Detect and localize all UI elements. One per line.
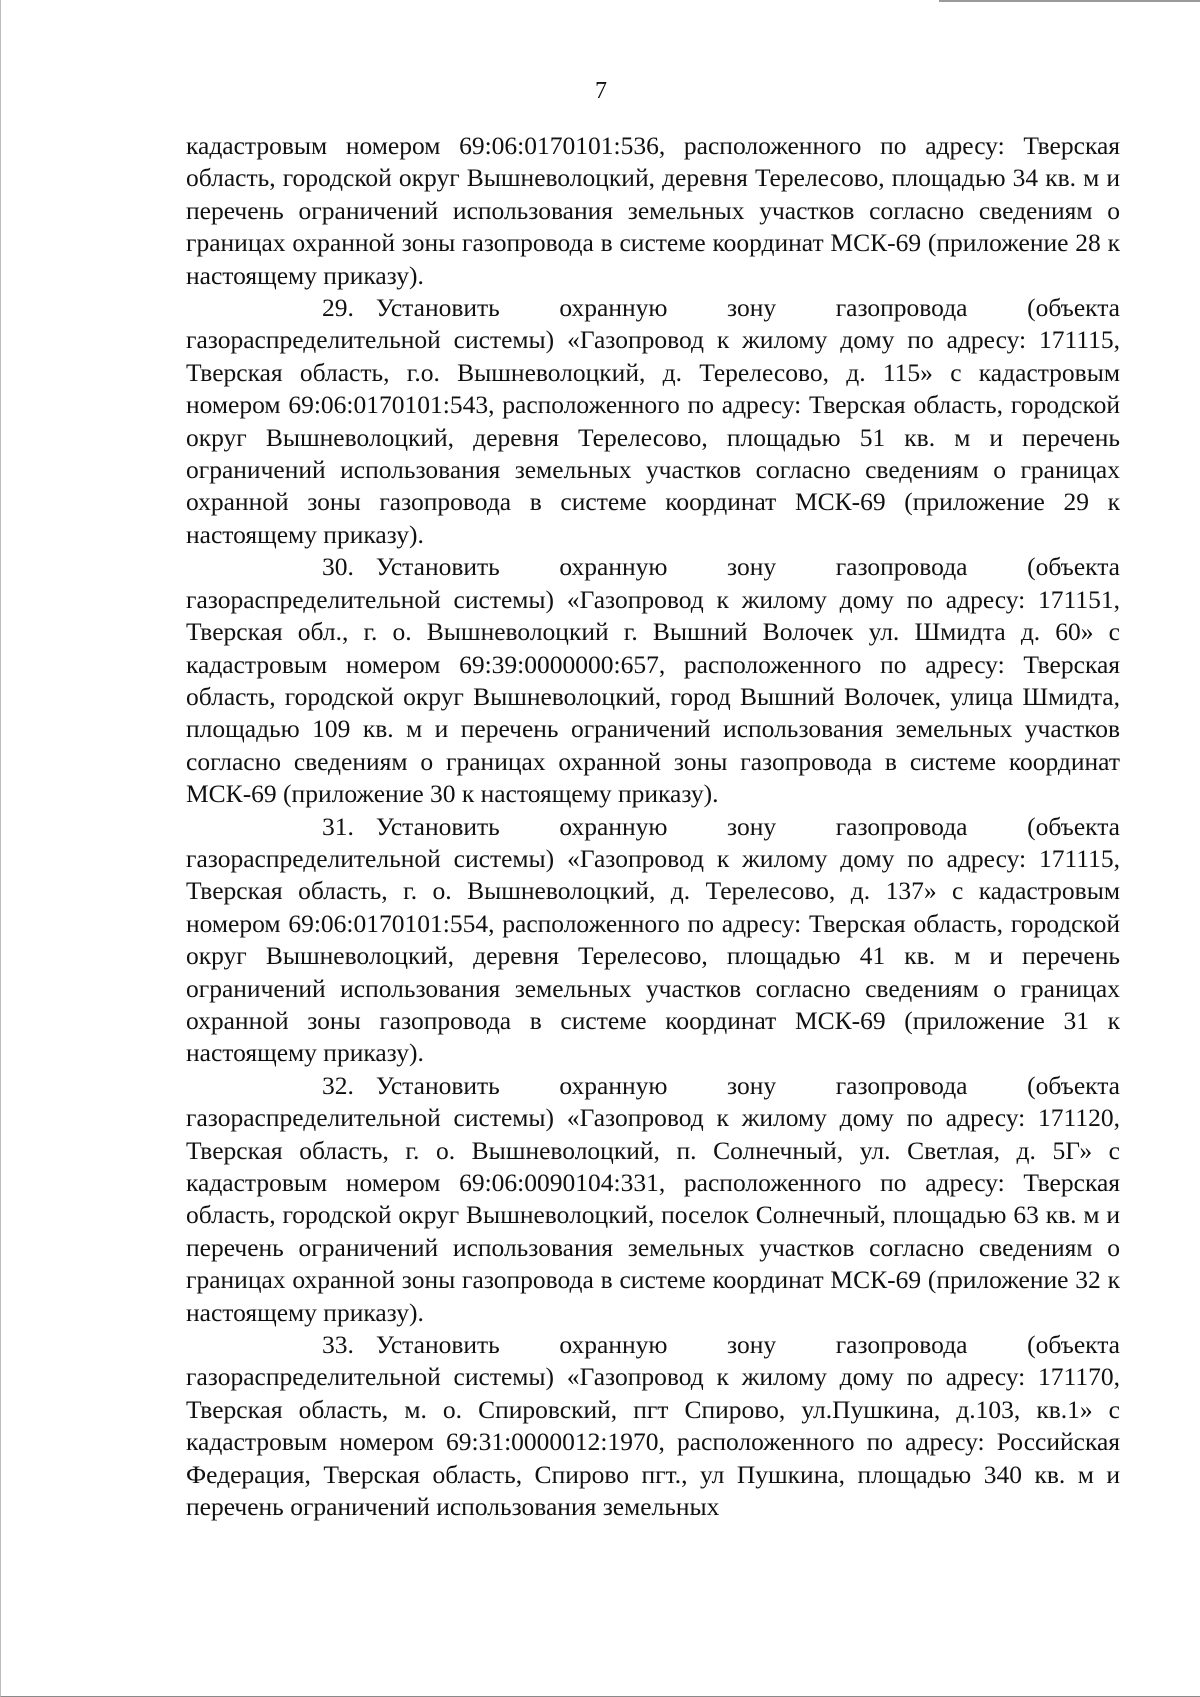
paragraph-number: 33.: [322, 1330, 354, 1360]
document-body: [186, 130, 1120, 1523]
paragraph-number: 31.: [322, 811, 354, 841]
paragraph-29: [186, 292, 1120, 551]
paragraph-28-continuation: [186, 130, 1120, 292]
paragraph-31: [186, 811, 1120, 1070]
paragraph-text: Установить охранную зону газопровода (объекта газораспределительной системы) «Газопровод к жилому дому по адресу: 171120, Тверская область, г. о. Вышневолоцкий, п. Солнечный, ул. Светлая, д. 5Г» с кадастровым номером 69:06:0090104:331, расположенного по адресу: Тверская область, городской округ Вышневолоцкий, поселок Солнечный, площадью 63 кв. м и перечень ограничений использования земельных участков согласно сведениям о границах охранной зоны газопровода в системе координат МСК-69 (приложение 32 к настоящему приказу).: [186, 1070, 1120, 1327]
paragraph-30: [186, 551, 1120, 810]
paragraph-text: Установить охранную зону газопровода (объекта газораспределительной системы) «Газопровод к жилому дому по адресу: 171170, Тверская область, м. о. Спировский, пгт Спирово, ул.Пушкина, д.103, кв.1» с кадастровым номером 69:31:0000012:1970, расположенного по адресу: Российская Федерация, Тверская область, Спирово пгт., ул Пушкина, площадью 340 кв. м и перечень ограничений использования земельных: [186, 1330, 1120, 1522]
paragraph-text: Установить охранную зону газопровода (объекта газораспределительной системы) «Газопровод к жилому дому по адресу: 171151, Тверская обл., г. о. Вышневолоцкий г. Вышний Волочек ул. Шмидта д. 60» с кадастровым номером 69:39:0000000:657, расположенного по адресу: Тверская область, городской округ Вышневолоцкий, город Вышний Волочек, улица Шмидта, площадью 109 кв. м и перечень ограничений использования земельных участков согласно сведениям о границах охранной зоны газопровода в системе координат МСК-69 (приложение 30 к настоящему приказу).: [186, 552, 1120, 809]
paragraph-number: 32.: [322, 1070, 354, 1100]
paragraph-text: кадастровым номером 69:06:0170101:536, расположенного по адресу: Тверская область, городской округ Вышневолоцкий, деревня Терелесово, площадью 34 кв. м и перечень ограничений использования земельных участков согласно сведениям о границах охранной зоны газопровода в системе координат МСК-69 (приложение 28 к настоящему приказу).: [186, 131, 1120, 290]
scan-edge-line: [939, 0, 1200, 2]
page-number: 7: [595, 78, 607, 104]
paragraph-number: 29.: [322, 293, 354, 323]
paragraph-text: Установить охранную зону газопровода (объекта газораспределительной системы) «Газопровод к жилому дому по адресу: 171115, Тверская область, г. о. Вышневолоцкий, д. Терелесово, д. 137» с кадастровым номером 69:06:0170101:554, расположенного по адресу: Тверская область, городской округ Вышневолоцкий, деревня Терелесово, площадью 41 кв. м и перечень ограничений использования земельных участков согласно сведениям о границах охранной зоны газопровода в системе координат МСК-69 (приложение 31 к настоящему приказу).: [186, 811, 1120, 1068]
paragraph-text: Установить охранную зону газопровода (объекта газораспределительной системы) «Газопровод к жилому дому по адресу: 171115, Тверская область, г.о. Вышневолоцкий, д. Терелесово, д. 115» с кадастровым номером 69:06:0170101:543, расположенного по адресу: Тверская область, городской округ Вышневолоцкий, деревня Терелесово, площадью 51 кв. м и перечень ограничений использования земельных участков согласно сведениям о границах охранной зоны газопровода в системе координат МСК-69 (приложение 29 к настоящему приказу).: [186, 293, 1120, 549]
paragraph-33: [186, 1329, 1120, 1523]
paragraph-number: 30.: [322, 552, 354, 582]
paragraph-32: [186, 1070, 1120, 1329]
